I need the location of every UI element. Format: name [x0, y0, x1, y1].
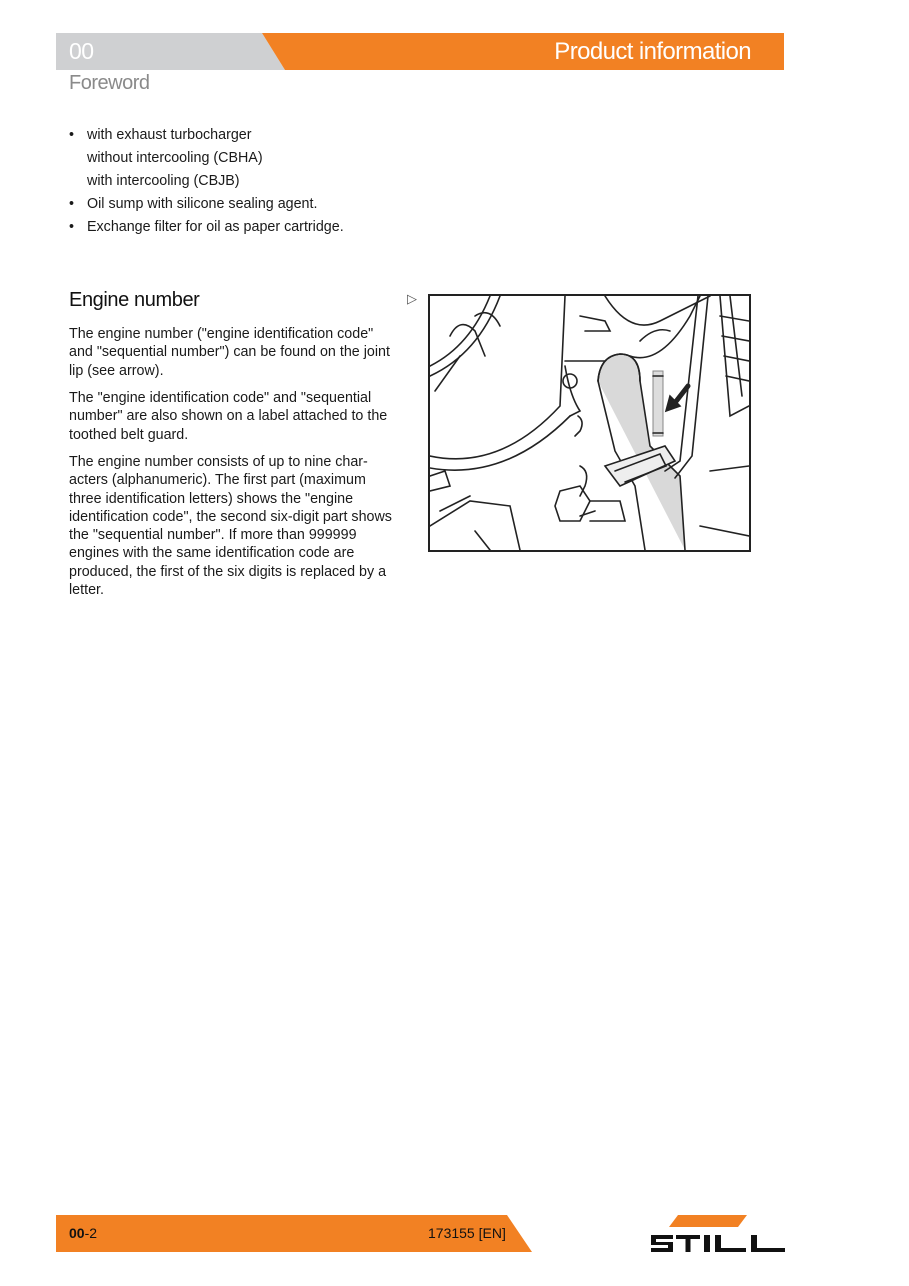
list-item-text: Oil sump with silicone sealing agent. — [87, 196, 318, 212]
bullet-icon: • — [69, 196, 75, 212]
list-item — [69, 124, 389, 193]
list-item-text: with exhaust turbocharger — [87, 127, 252, 143]
paragraph: The "engine identification code" and "sequential number" are also shown on a label attached to the toothed belt guard. — [69, 390, 388, 443]
list-item — [69, 193, 389, 216]
list-item-text: with intercooling (CBJB) — [87, 173, 240, 189]
page-chapter: 00 — [69, 1225, 85, 1241]
feature-list — [69, 124, 389, 239]
section-subtitle: Foreword — [69, 72, 150, 94]
page-number — [69, 1225, 97, 1241]
still-logo — [651, 1215, 785, 1253]
page-index: -2 — [84, 1225, 98, 1241]
paragraph: The engine number consists of up to nine char-acters (alphanumeric). The first part (maximum three identification letters) shows the "engine identification code", the second six-digit part shows the "sequential number". If more than 999999 engines with the same identification code are produced, the first of the six digits is replaced by a letter. — [69, 454, 392, 599]
still-logo-icon — [651, 1215, 785, 1253]
list-item-text: Exchange filter for oil as paper cartridge. — [87, 219, 344, 235]
chapter-number: 00 — [69, 38, 94, 64]
document-id: 173155 [EN] — [428, 1225, 506, 1241]
chapter-title: Product information — [554, 38, 751, 65]
bullet-icon: • — [69, 127, 75, 143]
section-heading: Engine number — [69, 289, 200, 311]
bullet-icon: • — [69, 219, 75, 235]
list-item-text: without intercooling (CBHA) — [87, 150, 263, 166]
list-item — [69, 216, 389, 239]
engine-drawing — [430, 296, 749, 550]
engine-illustration — [428, 294, 751, 552]
paragraph: The engine number ("engine identification code" and "sequential number") can be found on the joint lip (see arrow). — [69, 326, 390, 379]
figure-marker-icon: ▷ — [407, 291, 417, 306]
